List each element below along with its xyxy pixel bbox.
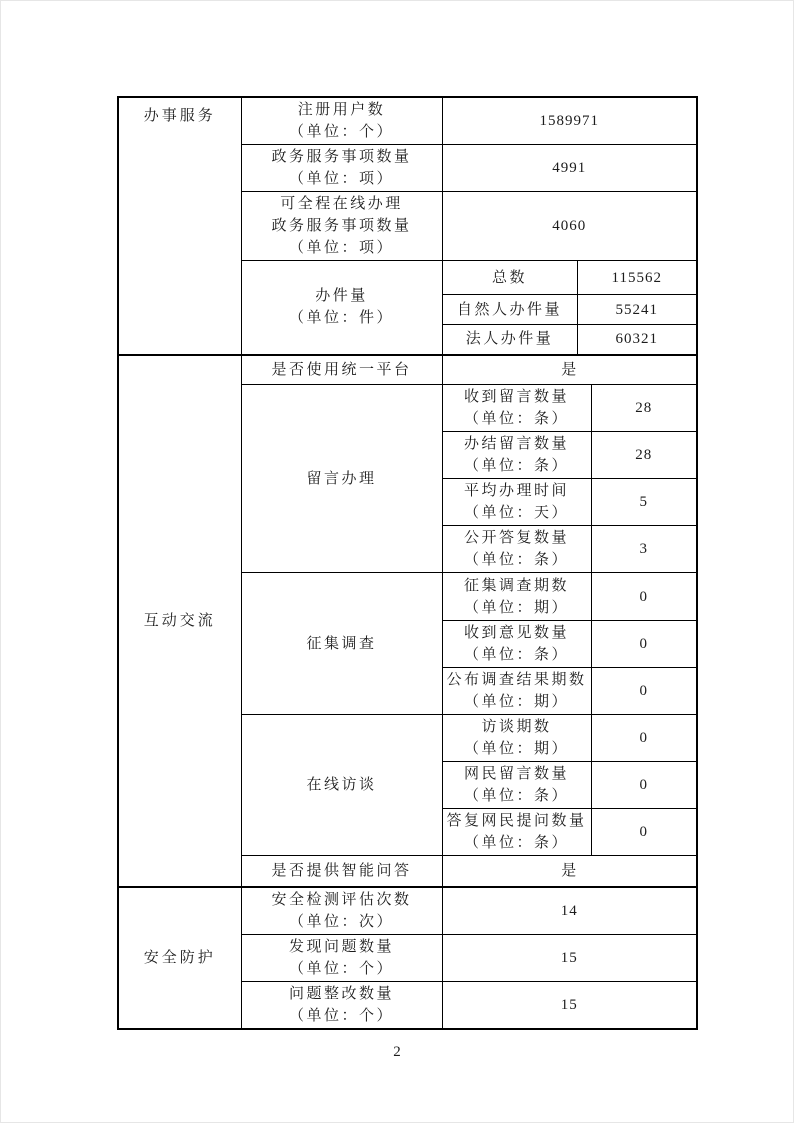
value-online-service-items	[442, 192, 697, 261]
value-survey-periods	[591, 573, 697, 621]
cell-value: 3	[639, 541, 649, 557]
sublabel-netizen-messages	[442, 762, 591, 809]
value-registered-users	[442, 97, 697, 145]
label-smart-qa	[241, 856, 442, 887]
row-label: 是否提供智能问答	[271, 862, 412, 879]
label-problems-rectified	[241, 981, 442, 1029]
sublabel-messages-received	[442, 385, 591, 432]
row-unit: （单位：个）	[288, 1007, 394, 1024]
sub-label: 公开答复数量	[463, 530, 569, 546]
value-unified-platform	[442, 355, 697, 385]
row-label: 是否使用统一平台	[271, 361, 412, 378]
category-label: 办事服务	[143, 108, 216, 124]
sub-unit: （单位：条）	[463, 835, 569, 851]
value-smart-qa	[442, 856, 697, 887]
cell-value: 15	[560, 949, 578, 966]
government-report-table	[117, 96, 698, 1030]
cell-value: 1589971	[539, 113, 600, 129]
value-avg-handling-time	[591, 479, 697, 526]
cell-value: 是	[561, 862, 578, 879]
value-messages-received	[591, 385, 697, 432]
group-online-interview	[241, 715, 442, 856]
cell-value: 0	[639, 588, 649, 605]
sub-unit: （单位：条）	[463, 647, 569, 663]
row-unit: （单位：个）	[288, 124, 394, 140]
value-problems-found	[442, 934, 697, 981]
sub-unit: （单位：期）	[463, 741, 569, 757]
sub-label: 平均办理时间	[463, 483, 569, 499]
sub-unit: （单位：条）	[463, 458, 569, 474]
sublabel-total	[442, 261, 577, 295]
row-unit: （单位：个）	[288, 960, 394, 977]
sub-label: 自然人办件量	[456, 301, 562, 318]
row-label: 可全程在线办理	[280, 196, 403, 212]
label-case-volume	[241, 261, 442, 355]
category-security	[118, 887, 241, 1029]
cell-value: 0	[639, 636, 649, 652]
sublabel-questions-answered	[442, 809, 591, 856]
sub-label: 法人办件量	[465, 331, 554, 348]
sub-unit: （单位：期）	[463, 694, 569, 710]
cell-value: 60321	[615, 331, 659, 348]
page-number: 2	[393, 1044, 401, 1060]
group-survey	[241, 573, 442, 715]
sublabel-legal-person	[442, 325, 577, 355]
sub-label: 答复网民提问数量	[446, 813, 587, 829]
sublabel-messages-resolved	[442, 432, 591, 479]
category-label: 安全防护	[143, 949, 216, 966]
group-message-handling	[241, 385, 442, 573]
cell-value: 28	[635, 400, 653, 416]
value-natural-person	[577, 295, 697, 325]
cell-value: 55241	[615, 301, 659, 318]
cell-value: 0	[639, 730, 649, 746]
row-label: 发现问题数量	[288, 938, 394, 955]
cell-value: 是	[561, 361, 578, 378]
sublabel-natural-person	[442, 295, 577, 325]
label-security-assessments	[241, 887, 442, 935]
category-service	[118, 97, 241, 355]
sub-unit: （单位：天）	[463, 505, 569, 521]
value-interview-periods	[591, 715, 697, 762]
sub-unit: （单位：条）	[463, 411, 569, 427]
category-label: 互动交流	[143, 612, 216, 629]
group-label: 在线访谈	[306, 777, 377, 793]
sub-label: 网民留言数量	[463, 766, 569, 782]
row-label: 办件量	[315, 288, 368, 305]
cell-value: 4060	[552, 218, 587, 234]
label-registered-users	[241, 97, 442, 145]
value-messages-resolved	[591, 432, 697, 479]
sub-label: 征集调查期数	[463, 577, 569, 594]
value-netizen-messages	[591, 762, 697, 809]
sub-label: 访谈期数	[481, 719, 552, 735]
value-questions-answered	[591, 809, 697, 856]
sublabel-survey-periods	[442, 573, 591, 621]
cell-value: 0	[639, 683, 649, 699]
row-label: 注册用户数	[297, 102, 386, 118]
group-label: 留言办理	[306, 470, 377, 487]
row-unit: （单位：次）	[288, 913, 394, 930]
cell-value: 14	[560, 902, 578, 919]
label-problems-found	[241, 934, 442, 981]
cell-value: 0	[639, 824, 649, 840]
label-service-items	[241, 145, 442, 192]
value-opinions-received	[591, 621, 697, 668]
value-security-assessments	[442, 887, 697, 935]
row-label: 安全检测评估次数	[271, 891, 412, 908]
label-unified-platform	[241, 355, 442, 385]
cell-value: 4991	[552, 160, 587, 176]
sub-label: 办结留言数量	[463, 436, 569, 452]
value-problems-rectified	[442, 981, 697, 1029]
sub-label: 公布调查结果期数	[446, 672, 587, 688]
row-unit: （单位：项）	[288, 171, 394, 187]
sublabel-opinions-received	[442, 621, 591, 668]
group-label: 征集调查	[306, 635, 377, 652]
label-online-service-items	[241, 192, 442, 261]
sublabel-public-replies	[442, 526, 591, 573]
value-public-replies	[591, 526, 697, 573]
value-legal-person	[577, 325, 697, 355]
row-label: 政务服务事项数量	[271, 218, 412, 234]
cell-value: 0	[639, 777, 649, 793]
sublabel-interview-periods	[442, 715, 591, 762]
row-unit: （单位：件）	[288, 310, 394, 327]
cell-value: 115562	[611, 269, 662, 286]
sublabel-avg-handling-time	[442, 479, 591, 526]
cell-value: 15	[560, 996, 578, 1013]
cell-value: 28	[635, 447, 653, 463]
row-label: 政务服务事项数量	[271, 149, 412, 165]
category-interaction	[118, 355, 241, 887]
sub-label: 收到留言数量	[463, 389, 569, 405]
value-service-items	[442, 145, 697, 192]
value-total	[577, 261, 697, 295]
sub-label: 总数	[491, 269, 527, 286]
sublabel-results-published	[442, 668, 591, 715]
row-label: 问题整改数量	[288, 985, 394, 1002]
sub-unit: （单位：期）	[463, 599, 569, 616]
sub-label: 收到意见数量	[463, 625, 569, 641]
cell-value: 5	[639, 494, 649, 510]
sub-unit: （单位：条）	[463, 552, 569, 568]
row-unit: （单位：项）	[288, 240, 394, 256]
sub-unit: （单位：条）	[463, 788, 569, 804]
value-results-published	[591, 668, 697, 715]
